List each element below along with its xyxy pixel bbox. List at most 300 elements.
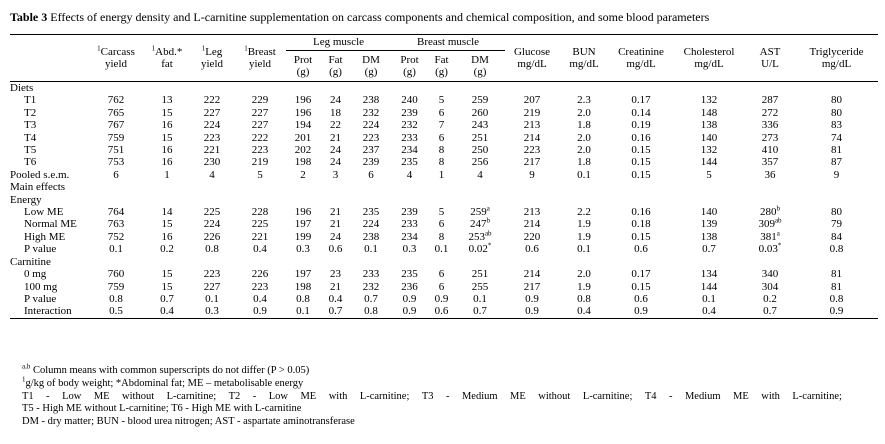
cell-value: 213 — [523, 206, 541, 219]
table-cell — [320, 305, 351, 318]
note-word: without — [538, 390, 571, 402]
table-cell — [609, 218, 673, 230]
table-cell — [609, 144, 673, 156]
cell-value: 0.3 — [205, 305, 219, 318]
cell-superscript: a — [776, 229, 780, 238]
table-cell — [234, 169, 286, 181]
cell-value: 132 — [700, 144, 718, 157]
table-row — [10, 293, 878, 305]
table-row — [10, 231, 878, 243]
table-cell — [559, 305, 609, 318]
table-cell — [190, 119, 234, 131]
table-cell — [609, 293, 673, 305]
table-cell — [795, 218, 878, 230]
table-cell — [234, 231, 286, 243]
table-cell — [673, 169, 745, 181]
cell-superscript: * — [777, 241, 782, 250]
header-leg-fat: Fat (g) — [320, 51, 351, 82]
table-cell — [88, 293, 144, 305]
cell-value: 140 — [700, 131, 718, 144]
cell-value: 213 — [523, 119, 541, 132]
cell-value: 0.9 — [525, 292, 539, 305]
cell-value: 148 — [700, 106, 718, 119]
table-cell — [609, 119, 673, 131]
cell-value: 196 — [294, 94, 312, 107]
table-cell — [88, 107, 144, 119]
table-cell — [144, 218, 190, 230]
cell-value: 255 — [471, 280, 489, 293]
table-cell — [88, 206, 144, 218]
table-cell — [144, 132, 190, 144]
note-word: with — [761, 390, 780, 402]
cell-value: 74 — [831, 131, 843, 144]
table-cell — [745, 268, 795, 280]
header-leg-yield: $^1$Leg yield — [190, 35, 234, 82]
table-cell — [673, 293, 745, 305]
cell-value: 21 — [330, 218, 341, 231]
cell-value: 4 — [209, 168, 215, 181]
row-label: P value — [24, 292, 57, 305]
cell-value: 233 — [401, 131, 418, 144]
cell-value: 247 — [470, 218, 487, 231]
cell-value: 81 — [831, 268, 843, 281]
table-cell — [88, 231, 144, 243]
cell-value: 223 — [523, 144, 541, 157]
cell-value: 224 — [362, 119, 380, 132]
note-word: - — [446, 390, 450, 402]
cell-value: 0.16 — [631, 206, 651, 219]
table-cell — [559, 107, 609, 119]
table-cell — [391, 156, 428, 168]
table-cell — [673, 206, 745, 218]
cell-superscript: a — [486, 204, 490, 213]
table-cell — [455, 132, 505, 144]
cell-value: 198 — [294, 156, 312, 169]
table-cell — [190, 281, 234, 293]
cell-value: 16 — [161, 119, 173, 132]
table-cell — [190, 305, 234, 318]
cell-value: 0.4 — [253, 292, 267, 305]
table-cell — [609, 107, 673, 119]
cell-value: 2.0 — [577, 144, 591, 157]
section-carnitine: Carnitine — [10, 255, 51, 268]
cell-value: 1.9 — [577, 218, 591, 231]
cell-value: 6 — [438, 268, 445, 281]
table-cell — [428, 132, 455, 144]
header-blank — [10, 35, 88, 82]
cell-value: 3 — [332, 168, 339, 181]
table-cell — [609, 243, 673, 255]
cell-value: 0.1 — [364, 243, 378, 256]
table-cell — [351, 206, 391, 218]
cell-value: 18 — [330, 106, 341, 119]
table-cell — [455, 293, 505, 305]
table-cell — [505, 243, 559, 255]
table-cell — [391, 243, 428, 255]
table-cell — [234, 119, 286, 131]
cell-value: 21 — [330, 131, 341, 144]
table-cell — [234, 206, 286, 218]
header-ast: AST U/L — [745, 35, 795, 82]
table-cell — [609, 305, 673, 318]
cell-value: 214 — [523, 268, 541, 281]
cell-value: 196 — [294, 106, 312, 119]
cell-value: 9 — [833, 168, 840, 181]
note-word: L-carnitine; — [166, 390, 217, 402]
cell-value: 6 — [438, 218, 445, 231]
cell-superscript: b — [486, 216, 491, 225]
cell-value: 0.4 — [702, 305, 716, 318]
table-cell — [795, 144, 878, 156]
cell-value: 0.9 — [634, 305, 648, 318]
table-cell — [795, 119, 878, 131]
table-cell — [351, 94, 391, 106]
table-cell — [559, 156, 609, 168]
table-cell — [88, 218, 144, 230]
table-cell — [609, 132, 673, 144]
table-cell — [234, 243, 286, 255]
cell-value: 0.7 — [328, 305, 343, 318]
table-cell — [190, 243, 234, 255]
table-row — [10, 243, 878, 255]
table-cell — [673, 156, 745, 168]
cell-value: 16 — [161, 144, 173, 157]
header-triglyceride: Triglyceride mg/dL — [795, 35, 878, 82]
cell-value: 198 — [294, 280, 312, 293]
row-label: Normal ME — [24, 218, 77, 231]
cell-value: 226 — [251, 268, 269, 281]
cell-value: 219 — [251, 156, 269, 169]
header-cholesterol: Cholesterol mg/dL — [673, 35, 745, 82]
table-cell — [745, 243, 795, 255]
table-cell — [428, 268, 455, 280]
table-cell — [559, 169, 609, 181]
cell-value: 228 — [251, 206, 269, 219]
table-row — [10, 156, 878, 168]
cell-value: 1 — [438, 168, 445, 181]
table-cell — [144, 156, 190, 168]
cell-value: 762 — [107, 94, 125, 107]
cell-value: 2.0 — [577, 268, 591, 281]
cell-value: 0.1 — [702, 292, 716, 305]
table-cell — [428, 231, 455, 243]
table-cell — [351, 144, 391, 156]
note-word: ME — [93, 390, 110, 402]
table-cell — [144, 169, 190, 181]
table-cell — [745, 94, 795, 106]
table-cell — [745, 107, 795, 119]
cell-value: 227 — [203, 106, 221, 119]
cell-value: 15 — [161, 131, 173, 144]
cell-value: 6 — [368, 168, 374, 181]
cell-value: 2.3 — [577, 94, 591, 107]
table-cell — [320, 156, 351, 168]
note-word: - — [46, 390, 50, 402]
table-cell — [455, 305, 505, 318]
cell-value: 0.6 — [634, 292, 648, 305]
cell-value: 0.6 — [525, 243, 539, 256]
table-cell — [351, 132, 391, 144]
table-cell — [144, 144, 190, 156]
cell-value: 140 — [700, 206, 718, 219]
table-cell — [609, 169, 673, 181]
row-label: Low ME — [24, 206, 64, 219]
table-cell — [286, 293, 320, 305]
table-row — [10, 206, 878, 218]
table-cell — [559, 94, 609, 106]
cell-value: 0.1 — [473, 292, 487, 305]
note-treatments-2: T5 - High ME without L-carnitine; T6 - High ME with L-carnitine — [22, 403, 302, 415]
cell-value: 0.8 — [364, 305, 378, 318]
cell-value: 227 — [251, 119, 269, 132]
note-word: without — [122, 390, 155, 402]
table-cell — [795, 156, 878, 168]
cell-value: 0.2 — [763, 292, 777, 305]
table-cell — [559, 218, 609, 230]
cell-value: 2 — [300, 168, 306, 181]
cell-value: 227 — [203, 280, 221, 293]
cell-value: 221 — [203, 144, 221, 157]
table-row — [10, 119, 878, 131]
note-word: Low — [62, 390, 82, 402]
cell-value: 81 — [831, 280, 843, 293]
table-cell — [505, 305, 559, 318]
cell-value: 227 — [251, 106, 269, 119]
cell-value: 240 — [401, 94, 418, 107]
cell-value: 0.4 — [253, 243, 267, 256]
cell-value: 24 — [330, 144, 341, 157]
cell-value: 197 — [294, 268, 312, 281]
row-label: T3 — [24, 119, 37, 132]
table-cell — [559, 206, 609, 218]
note-word: - — [252, 390, 257, 402]
table-cell — [320, 231, 351, 243]
table-cell — [286, 218, 320, 230]
table-cell — [144, 268, 190, 280]
cell-value: 239 — [362, 156, 380, 169]
cell-value: 0.6 — [634, 243, 648, 256]
note-word: T2 — [228, 390, 241, 402]
row-label: T1 — [24, 94, 37, 107]
cell-value: 0.15 — [631, 144, 651, 157]
table-cell — [795, 281, 878, 293]
table-cell — [144, 94, 190, 106]
note-superscripts: $^{a,b}$ Column means with common superscripts do not differ (P > 0.05) — [22, 362, 310, 376]
cell-value: 79 — [831, 218, 843, 231]
cell-value: 15 — [161, 268, 173, 281]
cell-value: 0.3 — [402, 243, 417, 256]
table-cell — [795, 243, 878, 255]
header-leg-prot: Prot (g) — [286, 51, 320, 82]
table-cell — [88, 268, 144, 280]
cell-value: 199 — [294, 230, 312, 243]
cell-value: 0.7 — [763, 305, 777, 318]
table-cell — [795, 293, 878, 305]
cell-value: 0.03 — [758, 243, 778, 256]
table-cell — [286, 169, 320, 181]
cell-value: 1.9 — [577, 280, 591, 293]
table-cell — [88, 169, 144, 181]
table-cell — [559, 281, 609, 293]
cell-value: 6 — [438, 131, 445, 144]
table-cell — [428, 94, 455, 106]
note-word: with — [328, 390, 348, 402]
cell-value: 2.2 — [577, 206, 591, 219]
cell-value: 226 — [203, 230, 221, 243]
cell-value: 0.4 — [328, 292, 343, 305]
cell-value: 229 — [251, 94, 269, 107]
table-cell — [234, 107, 286, 119]
cell-value: 0.4 — [160, 305, 174, 318]
table-cell — [455, 144, 505, 156]
cell-value: 0.2 — [160, 243, 174, 256]
note-word: T4 — [644, 390, 657, 402]
cell-value: 280 — [760, 206, 777, 219]
cell-value: 239 — [401, 206, 418, 219]
table-cell — [505, 94, 559, 106]
cell-value: 287 — [761, 94, 779, 107]
note-word: Medium — [684, 390, 721, 402]
cell-value: 14 — [161, 206, 173, 219]
cell-value: 5 — [438, 94, 445, 107]
cell-value: 0.15 — [631, 168, 651, 181]
table-cell — [673, 94, 745, 106]
cell-value: 0.02 — [468, 243, 488, 256]
cell-value: 24 — [330, 94, 341, 107]
table-cell — [505, 169, 559, 181]
table-row — [10, 218, 878, 230]
cell-value: 0.1 — [577, 243, 591, 256]
cell-value: 81 — [831, 144, 843, 157]
table-cell — [234, 305, 286, 318]
note-treatments-1 — [22, 391, 842, 404]
cell-value: 272 — [761, 106, 779, 119]
table-row — [10, 144, 878, 156]
cell-value: 764 — [107, 206, 125, 219]
table-cell — [88, 281, 144, 293]
header-abd-fat: $^1$Abd.* fat — [144, 35, 190, 82]
header-bun: BUN mg/dL — [559, 35, 609, 82]
note-word: L-carnitine; — [792, 390, 842, 402]
header-breast-dm: DM (g) — [455, 51, 505, 82]
cell-value: 201 — [294, 131, 312, 144]
cell-value: 235 — [401, 268, 418, 281]
cell-value: 765 — [107, 106, 125, 119]
table-cell — [190, 206, 234, 218]
cell-superscript: b — [776, 204, 781, 213]
cell-value: 0.4 — [577, 305, 591, 318]
cell-value: 232 — [362, 280, 380, 293]
row-label: 100 mg — [24, 280, 58, 293]
cell-value: 239 — [401, 106, 418, 119]
table-cell — [559, 293, 609, 305]
table-cell — [320, 169, 351, 181]
table-cell — [559, 132, 609, 144]
table-cell — [234, 94, 286, 106]
table-title — [10, 10, 709, 25]
table-cell — [795, 94, 878, 106]
table-cell — [351, 281, 391, 293]
table-cell — [320, 281, 351, 293]
table-cell — [286, 156, 320, 168]
note-word: ME — [733, 390, 749, 402]
cell-value: 0.16 — [631, 131, 651, 144]
cell-value: 225 — [203, 206, 221, 219]
cell-value: 223 — [203, 131, 221, 144]
section-energy: Energy — [10, 193, 42, 206]
cell-value: 234 — [401, 230, 418, 243]
cell-superscript: ab — [774, 216, 782, 225]
table-cell — [286, 231, 320, 243]
table-cell — [286, 107, 320, 119]
row-label: High ME — [24, 230, 66, 243]
cell-value: 8 — [438, 230, 445, 243]
table-cell — [320, 293, 351, 305]
table-cell — [428, 206, 455, 218]
header-leg-dm: DM (g) — [351, 51, 391, 82]
table-cell — [455, 231, 505, 243]
table-cell — [673, 107, 745, 119]
cell-value: 222 — [203, 94, 221, 107]
cell-value: 0.7 — [160, 292, 174, 305]
table-cell — [320, 107, 351, 119]
table-cell — [745, 156, 795, 168]
table-cell — [505, 293, 559, 305]
cell-value: 80 — [831, 206, 843, 219]
table-cell — [190, 94, 234, 106]
cell-value: 8 — [438, 144, 445, 157]
cell-value: 233 — [401, 218, 418, 231]
table-cell — [795, 132, 878, 144]
cell-value: 22 — [330, 119, 341, 132]
cell-value: 238 — [362, 94, 380, 107]
cell-value: 0.6 — [434, 305, 449, 318]
cell-value: 759 — [107, 280, 125, 293]
table-cell — [391, 293, 428, 305]
table-cell — [455, 119, 505, 131]
table-cell — [455, 169, 505, 181]
cell-value: 139 — [700, 218, 718, 231]
table-cell — [673, 119, 745, 131]
table-cell — [455, 156, 505, 168]
table-cell — [351, 218, 391, 230]
section-row — [10, 256, 878, 268]
table-cell — [745, 218, 795, 230]
table-cell — [609, 281, 673, 293]
table-cell — [190, 144, 234, 156]
cell-value: 256 — [471, 156, 489, 169]
table-cell — [428, 156, 455, 168]
cell-value: 259 — [470, 206, 487, 219]
cell-value: 0.15 — [631, 230, 651, 243]
note-word: L-carnitine; — [359, 390, 410, 402]
note-word: T1 — [22, 390, 34, 402]
table-cell — [286, 132, 320, 144]
table-cell — [673, 268, 745, 280]
table-cell — [391, 119, 428, 131]
table-cell — [673, 144, 745, 156]
cell-value: 0.15 — [631, 280, 651, 293]
cell-value: 236 — [401, 280, 418, 293]
table-cell — [286, 119, 320, 131]
table-cell — [144, 243, 190, 255]
table-cell — [320, 119, 351, 131]
row-label: T2 — [24, 106, 37, 119]
table-cell — [505, 107, 559, 119]
cell-value: 0.7 — [473, 305, 487, 318]
table-cell — [609, 156, 673, 168]
table-cell — [144, 281, 190, 293]
